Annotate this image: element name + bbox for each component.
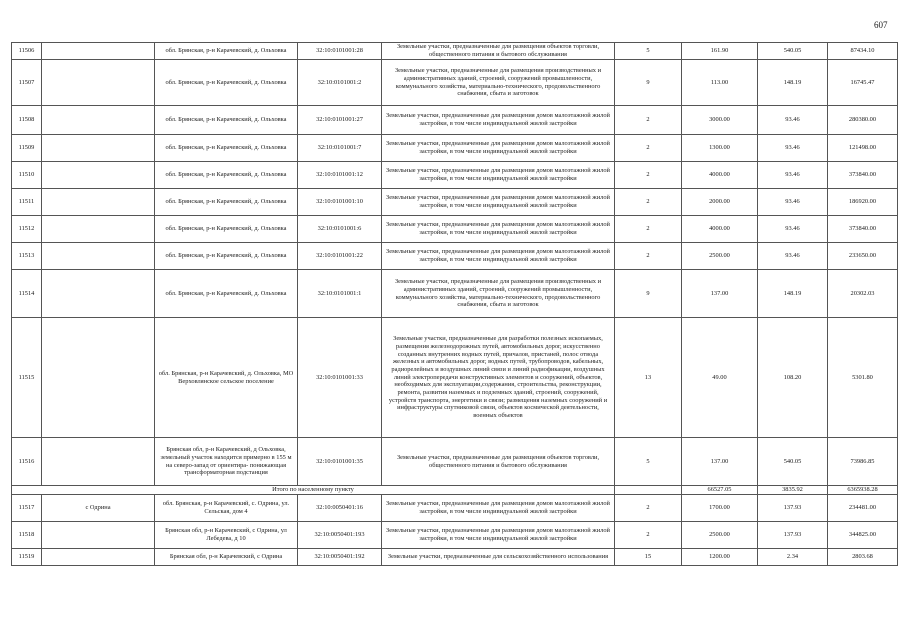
- total-value: 6365938.28: [828, 486, 898, 495]
- row-blank-cell: [42, 438, 155, 486]
- row-value: 373840.00: [828, 216, 898, 243]
- row-blank-cell: [42, 162, 155, 189]
- row-rate: 540.05: [758, 43, 828, 60]
- row-value: 373840.00: [828, 162, 898, 189]
- table-row: [12, 43, 898, 60]
- row-land-use: Земельные участки, предназначенные для размещения домов малоэтажной жилой застройки, в том числе индивидуальной жилой застройки: [382, 162, 615, 189]
- table-row: [12, 135, 898, 162]
- row-area: 4000.00: [682, 162, 758, 189]
- row-group: 2: [615, 106, 682, 135]
- row-number: 11517: [12, 495, 42, 522]
- row-value: 73986.85: [828, 438, 898, 486]
- row-land-use: Земельные участки, предназначенные для сельскохозяйственного использования: [382, 549, 615, 566]
- row-address: обл. Брянская, р-н Карачевский, д. Ольховка: [155, 106, 298, 135]
- row-value: 2803.68: [828, 549, 898, 566]
- row-number: 11516: [12, 438, 42, 486]
- row-blank-cell: [42, 189, 155, 216]
- row-group: 2: [615, 216, 682, 243]
- row-area: 49.00: [682, 318, 758, 438]
- table-row: [12, 106, 898, 135]
- row-land-use: Земельные участки, предназначенные для размещения домов малоэтажной жилой застройки, в том числе индивидуальной жилой застройки: [382, 243, 615, 270]
- row-number: 11512: [12, 216, 42, 243]
- row-rate: 540.05: [758, 438, 828, 486]
- row-group: 2: [615, 522, 682, 549]
- row-value: 233650.00: [828, 243, 898, 270]
- row-area: 3000.00: [682, 106, 758, 135]
- row-value: 344825.00: [828, 522, 898, 549]
- row-land-use: Земельные участки, предназначенные для размещения домов малоэтажной жилой застройки, в том числе индивидуальной жилой застройки: [382, 216, 615, 243]
- total-label: Итого по населенному пункту: [12, 486, 615, 495]
- row-number: 11514: [12, 270, 42, 318]
- row-rate: 93.46: [758, 189, 828, 216]
- row-cadastral-number: 32:10:0101001:27: [298, 106, 382, 135]
- row-address: обл. Брянская, р-н Карачевский, д. Ольховка: [155, 189, 298, 216]
- total-row: [12, 486, 898, 495]
- row-rate: 137.93: [758, 522, 828, 549]
- row-address: обл. Брянская, р-н Карачевский, д. Ольховка: [155, 135, 298, 162]
- row-number: 11508: [12, 106, 42, 135]
- row-address: обл. Брянская, р-н Карачевский, д. Ольховка: [155, 243, 298, 270]
- row-area: 137.00: [682, 438, 758, 486]
- row-group: 15: [615, 549, 682, 566]
- row-area: 161.90: [682, 43, 758, 60]
- row-land-use: Земельные участки, предназначенные для размещения домов малоэтажной жилой застройки, в том числе индивидуальной жилой застройки: [382, 189, 615, 216]
- row-cadastral-number: 32:10:0101001:35: [298, 438, 382, 486]
- row-cadastral-number: 32:10:0101001:28: [298, 43, 382, 60]
- page-number: 607: [874, 20, 888, 30]
- row-blank-cell: [42, 216, 155, 243]
- row-cadastral-number: 32:10:0101001:22: [298, 243, 382, 270]
- row-area: 2000.00: [682, 189, 758, 216]
- row-land-use: Земельные участки, предназначенные для размещения производственных и административных зданий, строений, сооружений промышленности, коммунального хозяйства, материально-технического, продовольственного снабжения, сбыта и заготовок: [382, 270, 615, 318]
- row-blank-cell: [42, 43, 155, 60]
- total-blank-cell: [615, 486, 682, 495]
- table-row: [12, 60, 898, 106]
- row-address: обл. Брянская, р-н Карачевский, д. Ольховка, МО Верховлянское сельское поселение: [155, 318, 298, 438]
- row-blank-cell: [42, 270, 155, 318]
- row-land-use: Земельные участки, предназначенные для размещения домов малоэтажной жилой застройки, в том числе индивидуальной жилой застройки: [382, 135, 615, 162]
- table-row: [12, 438, 898, 486]
- total-area: 66527.05: [682, 486, 758, 495]
- row-rate: 93.46: [758, 243, 828, 270]
- row-blank-cell: [42, 522, 155, 549]
- row-value: 121498.00: [828, 135, 898, 162]
- table-row: [12, 189, 898, 216]
- row-area: 113.00: [682, 60, 758, 106]
- row-group: 2: [615, 495, 682, 522]
- table-row: [12, 522, 898, 549]
- row-area: 1700.00: [682, 495, 758, 522]
- row-land-use: Земельные участки, предназначенные для размещения домов малоэтажной жилой застройки, в том числе индивидуальной жилой застройки: [382, 522, 615, 549]
- row-area: 2500.00: [682, 243, 758, 270]
- row-blank-cell: [42, 106, 155, 135]
- row-cadastral-number: 32:10:0101001:1: [298, 270, 382, 318]
- row-number: 11519: [12, 549, 42, 566]
- row-address: обл. Брянская, р-н Карачевский, д. Ольховка: [155, 162, 298, 189]
- row-rate: 137.93: [758, 495, 828, 522]
- table-row: [12, 243, 898, 270]
- row-area: 1300.00: [682, 135, 758, 162]
- row-rate: 108.20: [758, 318, 828, 438]
- row-value: 234481.00: [828, 495, 898, 522]
- row-cadastral-number: 32:10:0050401:192: [298, 549, 382, 566]
- row-cadastral-number: 32:10:0101001:7: [298, 135, 382, 162]
- row-land-use: Земельные участки, предназначенные для размещения домов малоэтажной жилой застройки, в том числе индивидуальной жилой застройки: [382, 106, 615, 135]
- table-row: [12, 216, 898, 243]
- row-cadastral-number: 32:10:0101001:33: [298, 318, 382, 438]
- row-land-use: Земельные участки, предназначенные для разработки полезных ископаемых, размещения железнодорожных путей, автомобильных дорог, искусственно созданных внутренних водных путей, причалов, пристаней, полос отвода железных и автомобильных дорог, водных путей, трубопроводов, кабельных, радиорелейных и воздушных линий связи и линий радиофикации, воздушных линий электропередачи конструктивных элементов и сооружений, объектов, необходимых для эксплуатации,содержания, строительства, реконструкции, ремонта, развития наземных и подземных зданий, строений, сооружений, устройств транспорта, энергетики и связи; размещения наземных сооружений и инфраструктуры спутниковой связи, объектов космической деятельности, военных объектов: [382, 318, 615, 438]
- row-area: 2500.00: [682, 522, 758, 549]
- row-value: 280380.00: [828, 106, 898, 135]
- row-cadastral-number: 32:10:0101001:6: [298, 216, 382, 243]
- row-value: 5301.80: [828, 318, 898, 438]
- row-value: 87434.10: [828, 43, 898, 60]
- row-group: 2: [615, 243, 682, 270]
- row-group: 2: [615, 162, 682, 189]
- row-number: 11518: [12, 522, 42, 549]
- row-number: 11513: [12, 243, 42, 270]
- table-row: [12, 318, 898, 438]
- row-cadastral-number: 32:10:0101001:2: [298, 60, 382, 106]
- row-address: обл. Брянская, р-н Карачевский, д. Ольховка: [155, 43, 298, 60]
- row-group: 13: [615, 318, 682, 438]
- row-number: 11509: [12, 135, 42, 162]
- row-group: 5: [615, 438, 682, 486]
- row-cadastral-number: 32:10:0050401:16: [298, 495, 382, 522]
- row-land-use: Земельные участки, предназначенные для размещения объектов торговли, общественного питания и бытового обслуживания: [382, 43, 615, 60]
- row-rate: 93.46: [758, 106, 828, 135]
- row-land-use: Земельные участки, предназначенные для размещения домов малоэтажной жилой застройки, в том числе индивидуальной жилой застройки: [382, 495, 615, 522]
- row-rate: 2.34: [758, 549, 828, 566]
- row-rate: 93.46: [758, 135, 828, 162]
- row-address: обл. Брянская, р-н Карачевский, д. Ольховка: [155, 270, 298, 318]
- total-rate: 3835.92: [758, 486, 828, 495]
- table-row: [12, 162, 898, 189]
- row-number: 11507: [12, 60, 42, 106]
- row-address: обл. Брянская, р-н Карачевский, д. Ольховка: [155, 60, 298, 106]
- row-blank-cell: [42, 318, 155, 438]
- row-group: 9: [615, 60, 682, 106]
- row-land-use: Земельные участки, предназначенные для размещения объектов торговли, общественного питания и бытового обслуживания: [382, 438, 615, 486]
- row-group: 9: [615, 270, 682, 318]
- row-address: Брянская обл, р-н Карачевский, с Одрина, ул Лебедева, д 10: [155, 522, 298, 549]
- row-blank-cell: [42, 549, 155, 566]
- row-group: 5: [615, 43, 682, 60]
- row-number: 11510: [12, 162, 42, 189]
- row-cadastral-number: 32:10:0101001:10: [298, 189, 382, 216]
- row-area: 137.00: [682, 270, 758, 318]
- row-number: 11515: [12, 318, 42, 438]
- land-register-table: [11, 42, 898, 566]
- row-address: Брянская обл, р-н Карачевский, д Ольховка, земельный участок находится примерно в 155 м на северо-запад от ориентира- понижающая трансформаторная подстанция: [155, 438, 298, 486]
- row-address: обл. Брянская, р-н Карачевский, с. Одрина, ул. Сельская, дом 4: [155, 495, 298, 522]
- row-cadastral-number: 32:10:0050401:193: [298, 522, 382, 549]
- row-rate: 93.46: [758, 216, 828, 243]
- row-area: 4000.00: [682, 216, 758, 243]
- row-number: 11506: [12, 43, 42, 60]
- row-cadastral-number: 32:10:0101001:12: [298, 162, 382, 189]
- row-rate: 93.46: [758, 162, 828, 189]
- table-row: [12, 495, 898, 522]
- row-address: обл. Брянская, р-н Карачевский, д. Ольховка: [155, 216, 298, 243]
- row-blank-cell: [42, 135, 155, 162]
- row-group: 2: [615, 135, 682, 162]
- table-row: [12, 270, 898, 318]
- settlement-group-label: с Одрина: [42, 495, 155, 522]
- row-land-use: Земельные участки, предназначенные для размещения производственных и административных зданий, строений, сооружений промышленности, коммунального хозяйства, материально-технического, продовольственного снабжения, сбыта и заготовок: [382, 60, 615, 106]
- row-group: 2: [615, 189, 682, 216]
- row-blank-cell: [42, 60, 155, 106]
- row-value: 186920.00: [828, 189, 898, 216]
- row-value: 16745.47: [828, 60, 898, 106]
- row-rate: 148.19: [758, 270, 828, 318]
- row-address: Брянская обл, р-н Карачевский, с Одрина: [155, 549, 298, 566]
- row-area: 1200.00: [682, 549, 758, 566]
- table-row: [12, 549, 898, 566]
- row-value: 20302.03: [828, 270, 898, 318]
- row-number: 11511: [12, 189, 42, 216]
- row-rate: 148.19: [758, 60, 828, 106]
- row-blank-cell: [42, 243, 155, 270]
